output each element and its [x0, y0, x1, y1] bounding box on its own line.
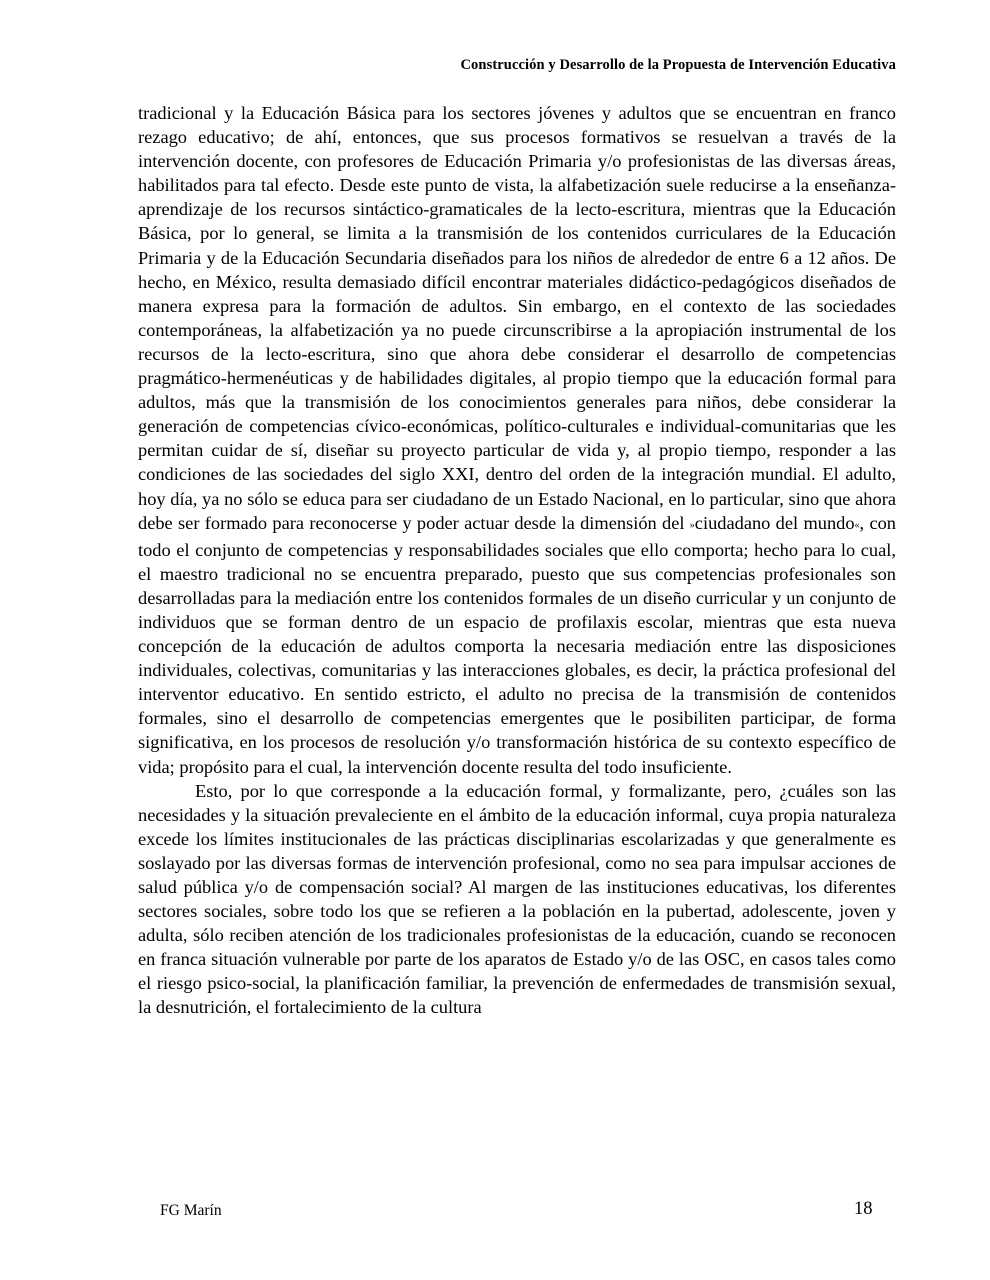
paragraph-1-text-a: tradicional y la Educación Básica para los sectores jóvenes y adultos que se encuentran en franco rezago educativo; de ahí, entonces, que sus procesos formativos se resuelvan a través de la intervención docente, con profesores de Educación Primaria y/o profesionistas de las diversas áreas, habilitados para tal efecto. Desde este punto de vista, la alfabetización suele reducirse a la enseñanza-aprendizaje de los recursos sintáctico-gramaticales de la lecto-escritura, mientras que la Educación Básica, por lo general, se limita a la transmisión de los contenidos curriculares de la Educación Primaria y de la Educación Secundaria diseñados para los niños de alrededor de entre 6 a 12 años. De hecho, en México, resulta demasiado difícil encontrar materiales didáctico-pedagógicos diseñados de manera expresa para la formación de adultos. Sin embargo, en el contexto de las sociedades contemporáneas, la alfabetización ya no puede circunscribirse a la apropiación instrumental de los recursos de la lecto-escritura, sino que ahora debe considerar el desarrollo de competencias pragmático-hermenéuticas y de habilidades digitales, al propio tiempo que la educación formal para adultos, más que la transmisión de los conocimientos generales para niños, debe considerar la generación de competencias cívico-económicas, político-culturales e individual-comunitarias que les permitan cuidar de sí, diseñar su proyecto particular de vida y, al propio tiempo, responder a las condiciones de las sociedades del siglo XXI, dentro del orden de la integración mundial. El adulto, hoy día, ya no sólo se educa para ser ciudadano de un Estado Nacional, en lo particular, sino que ahora debe ser formado para reconocerse y poder actuar desde la dimensión del — [138, 103, 896, 533]
running-header-title: Construcción y Desarrollo de la Propuesta de Intervención Educativa — [460, 57, 896, 73]
footer-author: FG Marín — [160, 1202, 222, 1219]
quoted-phrase: ciudadano del mundo — [694, 512, 855, 533]
paragraph-2: Esto, por lo que corresponde a la educación formal, y formalizante, pero, ¿cuáles son las necesidades y la situación prevaleciente en el ámbito de la educación informal, cuya propia naturaleza excede los límites institucionales de las prácticas disciplinarias escolarizadas y que generalmente es soslayado por las diversas formas de intervención profesional, como no sea para impulsar acciones de salud pública y/o de compensación social? Al margen de las instituciones educativas, los diferentes sectores sociales, sobre todo los que se refieren a la población en la pubertad, adolescente, joven y adulta, sólo reciben atención de los tradicionales profesionistas de la educación, cuando se reconocen en franca situación vulnerable por parte de los aparatos de Estado y/o de las OSC, en casos tales como el riesgo psico-social, la planificación familiar, la prevención de enfermedades de transmisión sexual, la desnutrición, el fortalecimiento de la cultura — [138, 780, 896, 1018]
paragraph-1-text-b: , con todo el conjunto de competencias y responsabilidades sociales que ello comporta; hecho para lo cual, el maestro tradicional no se encuentra preparado, puesto que sus competencias profesionales son desarrolladas para la mediación entre los contenidos formales de un diseño curricular y un conjunto de individuos que se forman dentro de un espacio de profilaxis escolar, mientras que esta nueva concepción de la educación de adultos comporta la necesaria mediación entre las disposiciones individuales, colectivas, comunitarias y las interacciones globales, es decir, la práctica profesional del interventor educativo. En sentido estricto, el adulto no precisa de la transmisión de contenidos formales, sino el desarrollo de competencias emergentes que le posibiliten participar, de forma significativa, en los procesos de resolución y/o transformación histórica de su contexto específico de vida; propósito para el cual, la intervención docente resulta del todo insuficiente. — [138, 512, 897, 777]
open-quote-mark: » — [689, 519, 695, 531]
body-text — [138, 101, 896, 1020]
close-quote-mark: « — [854, 519, 860, 531]
paragraph-1 — [138, 101, 896, 779]
page-number: 18 — [854, 1199, 873, 1219]
